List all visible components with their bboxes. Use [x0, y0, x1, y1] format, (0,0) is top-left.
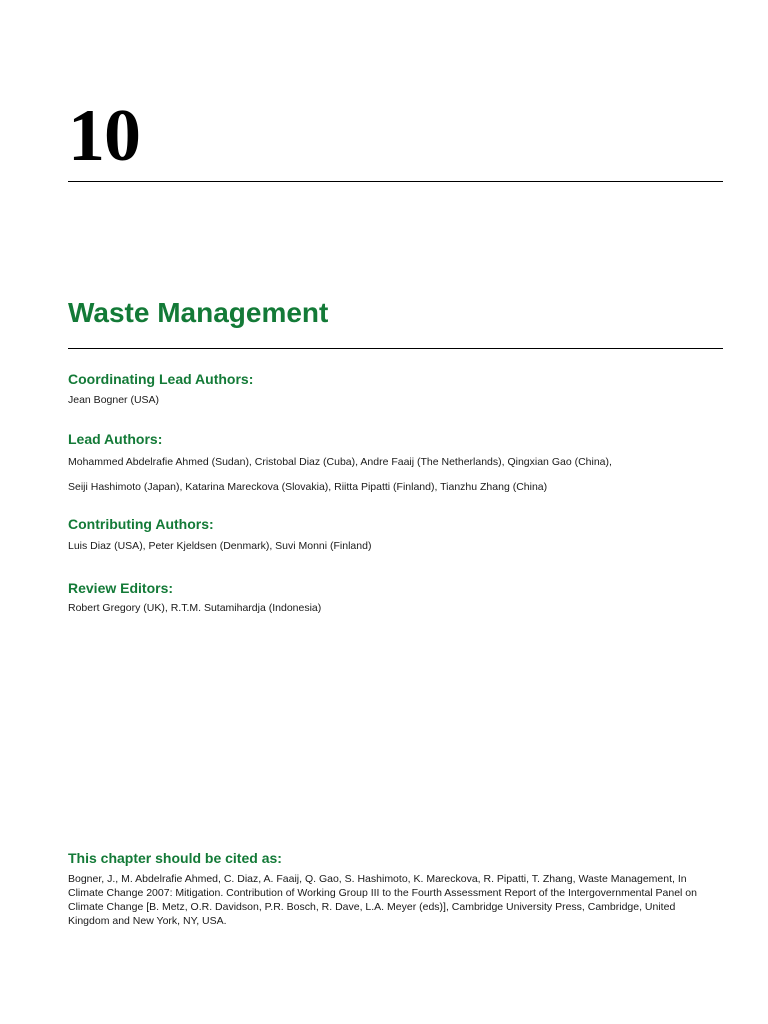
lead-authors-line-1: Mohammed Abdelrafie Ahmed (Sudan), Cristobal Diaz (Cuba), Andre Faaij (The Netherlands), Qingxian Gao (China), [68, 456, 612, 468]
review-editors-heading: Review Editors: [68, 580, 174, 596]
contributing-authors-section [68, 515, 723, 557]
contributing-authors-heading: Contributing Authors: [68, 516, 214, 532]
coordinating-lead-authors-section [68, 370, 723, 411]
citation-section [68, 849, 723, 928]
chapter-number: 10 [68, 95, 140, 177]
lead-authors-section [68, 430, 723, 498]
citation-text: Bogner, J., M. Abdelrafie Ahmed, C. Diaz, A. Faaij, Q. Gao, S. Hashimoto, K. Mareckova, R. Pipatti, T. Zhang, Waste Management, In Climate Change 2007: Mitigation. Contribution of Working Group III to the Fourth Assessment Report of the Intergovernmental Panel on Climate Change [B. Metz, O.R. Davidson, P.R. Bosch, R. Dave, L.A. Meyer (eds)], Cambridge University Press, Cambridge, United Kingdom and New York, NY, USA. [68, 873, 697, 927]
lead-authors-line-2: Seiji Hashimoto (Japan), Katarina Mareckova (Slovakia), Riitta Pipatti (Finland), Tianzhu Zhang (China) [68, 481, 548, 493]
top-divider [68, 181, 723, 182]
title-divider [68, 348, 723, 349]
citation-heading: This chapter should be cited as: [68, 850, 282, 866]
review-editors-list: Robert Gregory (UK), R.T.M. Sutamihardja (Indonesia) [68, 602, 322, 614]
lead-authors-heading: Lead Authors: [68, 431, 163, 447]
coordinating-lead-authors-heading: Coordinating Lead Authors: [68, 371, 254, 387]
chapter-title: Waste Management [68, 297, 329, 328]
review-editors-section [68, 579, 723, 619]
contributing-authors-list: Luis Diaz (USA), Peter Kjeldsen (Denmark), Suvi Monni (Finland) [68, 540, 372, 552]
coordinating-lead-authors-list: Jean Bogner (USA) [68, 394, 160, 406]
